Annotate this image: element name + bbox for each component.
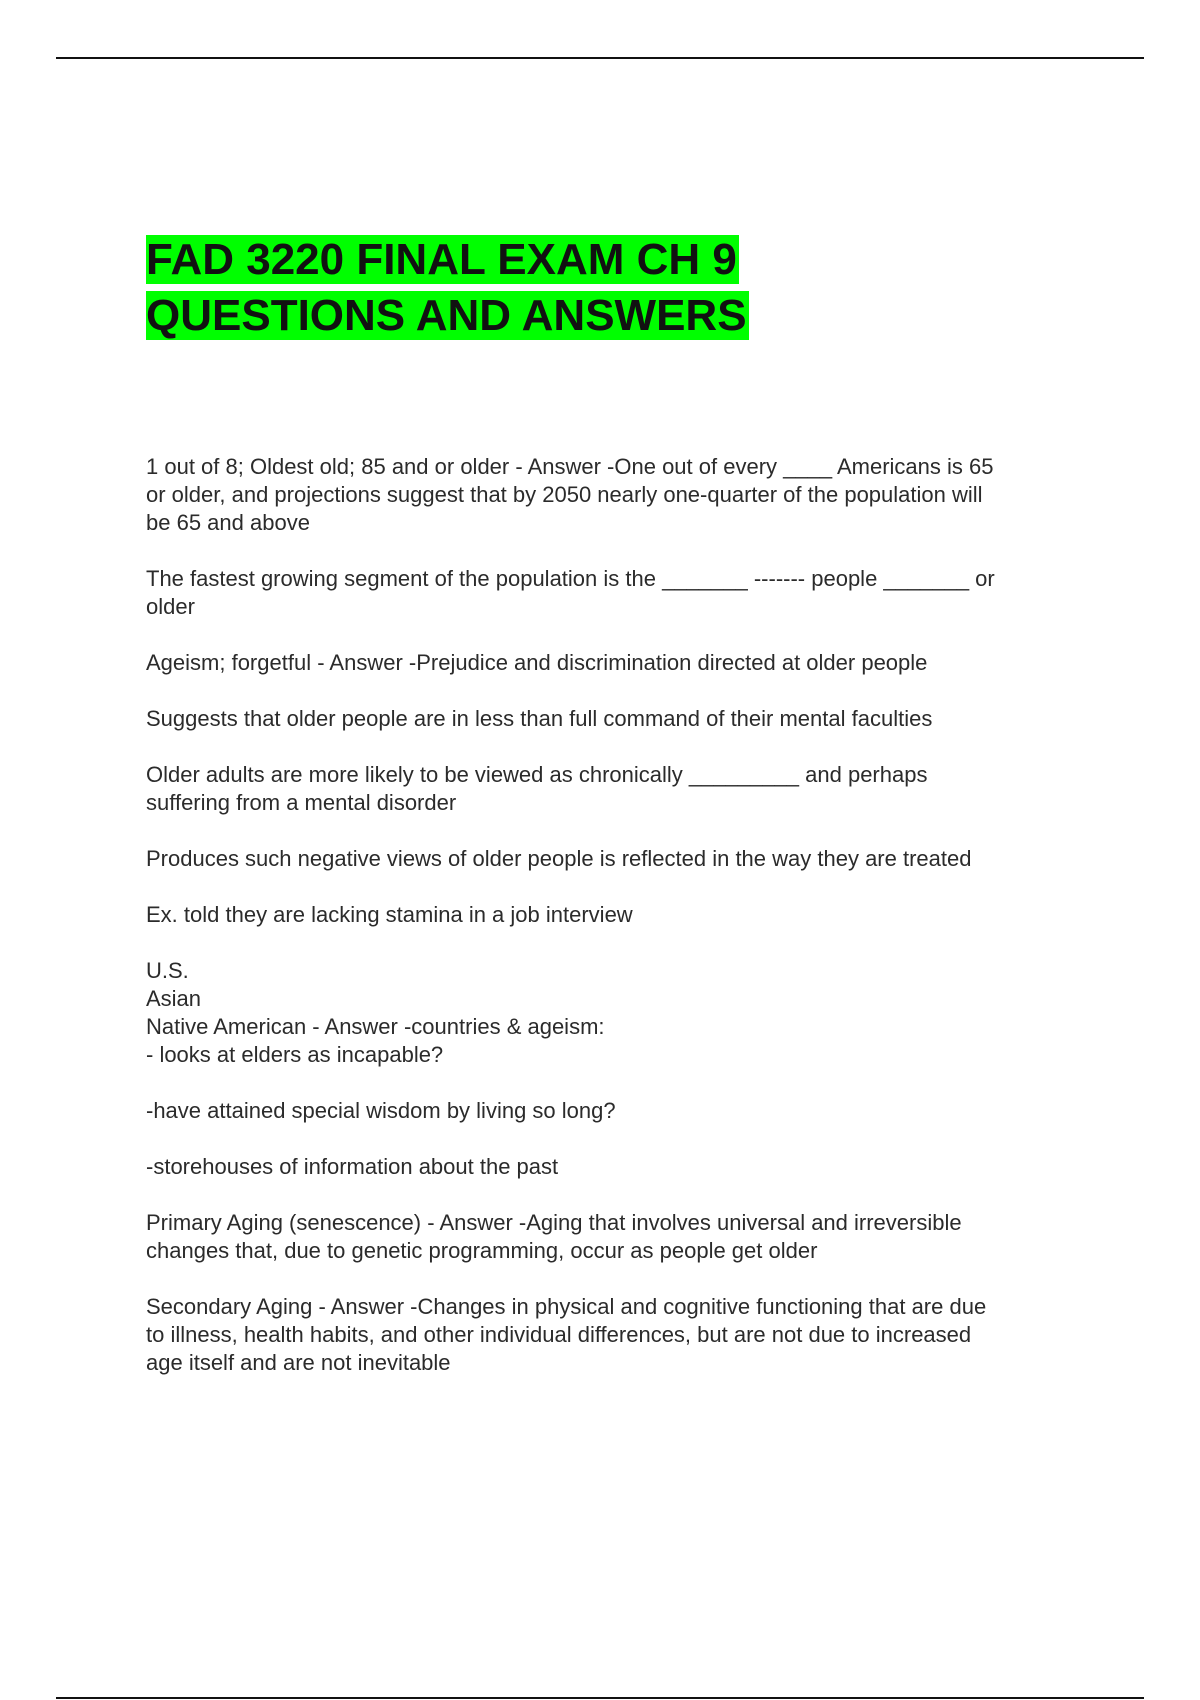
qa-line: or older, and projections suggest that by 2050 nearly one-quarter of the population will: [146, 482, 983, 507]
qa-line: Suggests that older people are in less than full command of their mental faculties: [146, 706, 933, 731]
qa-line: Secondary Aging - Answer -Changes in physical and cognitive functioning that are due: [146, 1294, 987, 1319]
qa-block: [146, 649, 1091, 677]
title-line-2: QUESTIONS AND ANSWERS: [146, 291, 747, 340]
top-rule: [56, 57, 1144, 59]
qa-line: The fastest growing segment of the population is the _______ ------- people _______ or: [146, 566, 995, 591]
qa-block: [146, 565, 1091, 621]
qa-line: Ex. told they are lacking stamina in a job interview: [146, 902, 633, 927]
qa-line: -have attained special wisdom by living so long?: [146, 1098, 616, 1123]
qa-block: [146, 845, 1091, 873]
qa-line: be 65 and above: [146, 510, 310, 535]
qa-line: Native American - Answer -countries & ageism:: [146, 1014, 605, 1039]
qa-block: [146, 761, 1091, 817]
qa-line: - looks at elders as incapable?: [146, 1042, 444, 1067]
qa-block: [146, 1097, 1091, 1125]
title-line-1: FAD 3220 FINAL EXAM CH 9: [146, 235, 737, 284]
qa-block: [146, 1209, 1091, 1265]
qa-block: [146, 453, 1091, 537]
qa-line: older: [146, 594, 195, 619]
qa-line: U.S.: [146, 958, 189, 983]
qa-content: [146, 453, 1091, 1405]
qa-block: [146, 1153, 1091, 1181]
qa-line: Older adults are more likely to be viewed as chronically _________ and perhaps: [146, 762, 928, 787]
qa-line: Asian: [146, 986, 202, 1011]
qa-line: Primary Aging (senescence) - Answer -Aging that involves universal and irreversible: [146, 1210, 962, 1235]
qa-line: -storehouses of information about the past: [146, 1154, 559, 1179]
document-title: [146, 232, 749, 344]
qa-line: to illness, health habits, and other individual differences, but are not due to increased: [146, 1322, 972, 1347]
qa-line: 1 out of 8; Oldest old; 85 and or older - Answer -One out of every ____ Americans is 65: [146, 454, 994, 479]
qa-line: Produces such negative views of older people is reflected in the way they are treated: [146, 846, 972, 871]
qa-line: changes that, due to genetic programming, occur as people get older: [146, 1238, 818, 1263]
qa-block: [146, 1293, 1091, 1377]
qa-line: Ageism; forgetful - Answer -Prejudice and discrimination directed at older people: [146, 650, 928, 675]
qa-line: suffering from a mental disorder: [146, 790, 457, 815]
qa-line: age itself and are not inevitable: [146, 1350, 451, 1375]
bottom-rule: [56, 1697, 1144, 1699]
qa-block: [146, 705, 1091, 733]
qa-block: [146, 957, 1091, 1069]
qa-block: [146, 901, 1091, 929]
